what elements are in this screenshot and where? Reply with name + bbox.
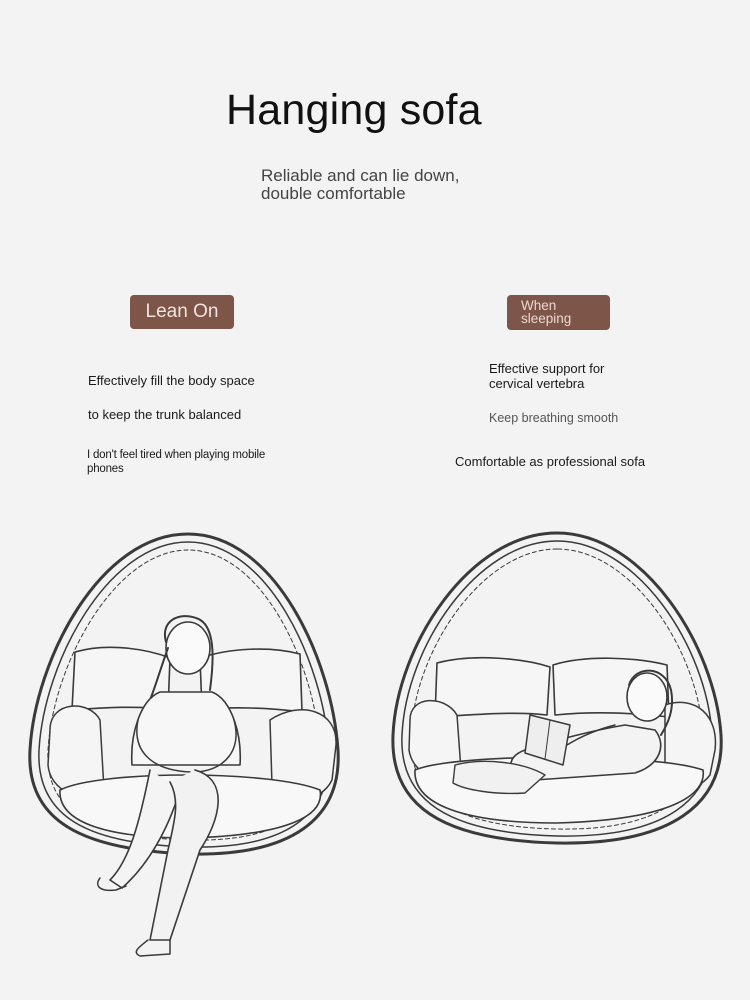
when-sleeping-line-2: sleeping <box>521 311 572 326</box>
page-subtitle <box>261 167 459 203</box>
sleep-feature-1: Effective support for cervical vertebra <box>489 361 605 391</box>
lean-on-badge: Lean On <box>130 295 234 329</box>
lean-feature-2: to keep the trunk balanced <box>88 407 242 422</box>
subtitle-line-2: double comfortable <box>261 184 406 203</box>
sleep-feature-2: Keep breathing smooth <box>489 411 619 425</box>
hanging-chair-reclining-sketch <box>385 525 730 860</box>
hanging-chair-sitting-sketch <box>20 520 350 960</box>
page-title: Hanging sofa <box>226 86 482 134</box>
lean-feature-1: Effectively fill the body space <box>88 373 255 388</box>
sleep-feature-3: Comfortable as professional sofa <box>455 454 646 469</box>
subtitle-line-1: Reliable and can lie down, <box>261 166 460 185</box>
when-sleeping-line-1: When <box>521 298 557 313</box>
when-sleeping-badge <box>507 295 610 330</box>
lean-feature-3: I don't feel tired when playing mobile phones <box>87 449 266 475</box>
